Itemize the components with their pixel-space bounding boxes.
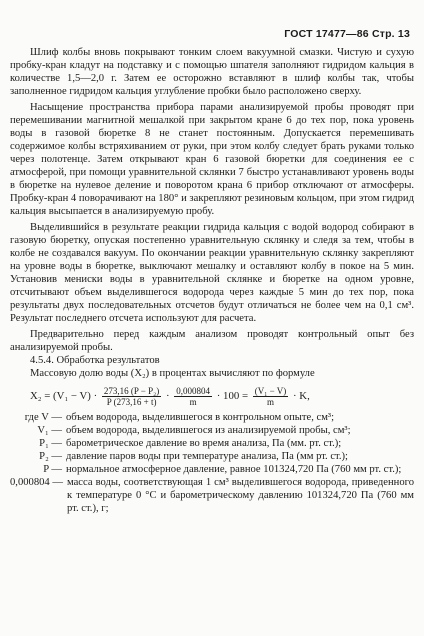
formula-dot: ·	[165, 389, 170, 402]
definition-symbol: V₁ —	[37, 425, 62, 436]
formula-fraction-1-numerator: 273,16 (P − P₂)	[103, 386, 160, 396]
definition-symbol: P₂ —	[39, 451, 62, 462]
definition-text: давление паров воды при температуре анализа, Па (мм рт. ст.);	[66, 451, 349, 462]
paragraph-1: Шлиф колбы вновь покрывают тонким слоем вакуумной смазки. Чистую и сухую пробку-кран кладут на подставку и с помощью шпателя заполняют гидридом кальция в количестве 1,5—2,0 г. Затем ее осторожно вставляют в шлиф колбы так, чтобы заполненное гидридом кальция углубление пробки было расположено сверху.	[10, 47, 414, 97]
formula-fraction-2	[174, 386, 212, 407]
formula-fraction-3-denominator: m	[267, 397, 275, 407]
page-content	[10, 46, 414, 515]
formula-fraction-2-numerator: 0,000804	[176, 386, 211, 396]
definition-symbol: P₁ —	[39, 438, 62, 449]
definition-text: масса воды, соответствующая 1 см³ выделившегося водорода, приведенного к температуре 0 °С и барометрическому давлению 101324,720 Па (760 мм рт. ст.), г;	[66, 477, 414, 514]
formula-fraction-3-numerator: (V₁ − V)	[254, 386, 287, 396]
formula-fraction-1	[102, 386, 161, 407]
paragraph-4: Предварительно перед каждым анализом проводят контрольный опыт без анализируемой пробы.	[10, 329, 414, 353]
definition-item	[10, 411, 414, 424]
definition-text: барометрическое давление во время анализа, Па (мм. рт. ст.);	[66, 438, 342, 449]
definition-item	[10, 450, 414, 463]
definition-text: объем водорода, выделившегося из анализируемой пробы, см³;	[66, 425, 351, 436]
definition-item	[10, 437, 414, 450]
definition-item	[10, 424, 414, 437]
formula	[10, 386, 414, 407]
paragraph-2: Насыщение пространства прибора парами анализируемой пробы проводят при перемешивании магнитной мешалкой при закрытом кране 6 до тех пор, пока уровень воды в газовой бюретке 8 не станет постоянным. Допускается перемешивать содержимое колбы встряхиванием от руки, при этом колбу следует брать руками только через полотенце. Затем открывают кран 6 газовой бюретки для соединения ее с атмосферой, при помощи уравнительной склянки 7 быстро устанавливают уровень воды в бюретке на нулевое деление и поворотом крана 6 прибор отключают от атмосферы. Пробку-кран 4 поворачивают на 180° и закрепляют резиновым кольцом, при этом гидрид кальция высыпается в анализируемую пробу.	[10, 102, 414, 217]
definition-symbol: P —	[43, 464, 62, 475]
formula-lhs: X₂ = (V₁ − V) ·	[30, 389, 98, 402]
formula-fraction-1-denominator: P (273,16 + t)	[106, 397, 157, 407]
page-header: ГОСТ 17477—86 Стр. 13	[284, 28, 410, 40]
paragraph-formula-intro: Массовую долю воды (X₂) в процентах вычисляют по формуле	[30, 368, 315, 379]
section-heading: 4.5.4. Обработка результатов	[30, 355, 160, 366]
definition-item	[10, 476, 414, 515]
formula-tail: · K,	[292, 389, 310, 402]
definition-symbol: где V —	[24, 412, 62, 423]
definition-symbol: 0,000804 —	[10, 477, 63, 488]
paragraph-3: Выделившийся в результате реакции гидрида кальция с водой водород собирают в газовую бюретку, опуская постепенно уравнительную склянку и следя за тем, чтобы в колбе не создавался вакуум. По окончании реакции уравнительную склянку закрепляют на уровне воды в бюретке, выключают мешалку и оставляют колбу в покое на 5 мин. Установив мениски воды в уравнительной склянке и бюретке на одном уровне, отсчитывают объем выделившегося водорода через каждые 5 мин до тех пор, пока результаты двух последовательных отсчетов будут отличаться не более чем на 0,1 см³. Результат последнего отсчета используют для расчета.	[10, 222, 414, 324]
definition-item	[10, 463, 414, 476]
definition-text: объем водорода, выделившегося в контрольном опыте, см³;	[66, 412, 335, 423]
formula-fraction-3	[253, 386, 289, 407]
formula-fraction-2-denominator: m	[189, 397, 197, 407]
formula-mid: · 100 =	[216, 389, 249, 402]
variable-definitions	[10, 411, 414, 515]
definition-text: нормальное атмосферное давление, равное 101324,720 Па (760 мм рт. ст.);	[66, 464, 402, 475]
